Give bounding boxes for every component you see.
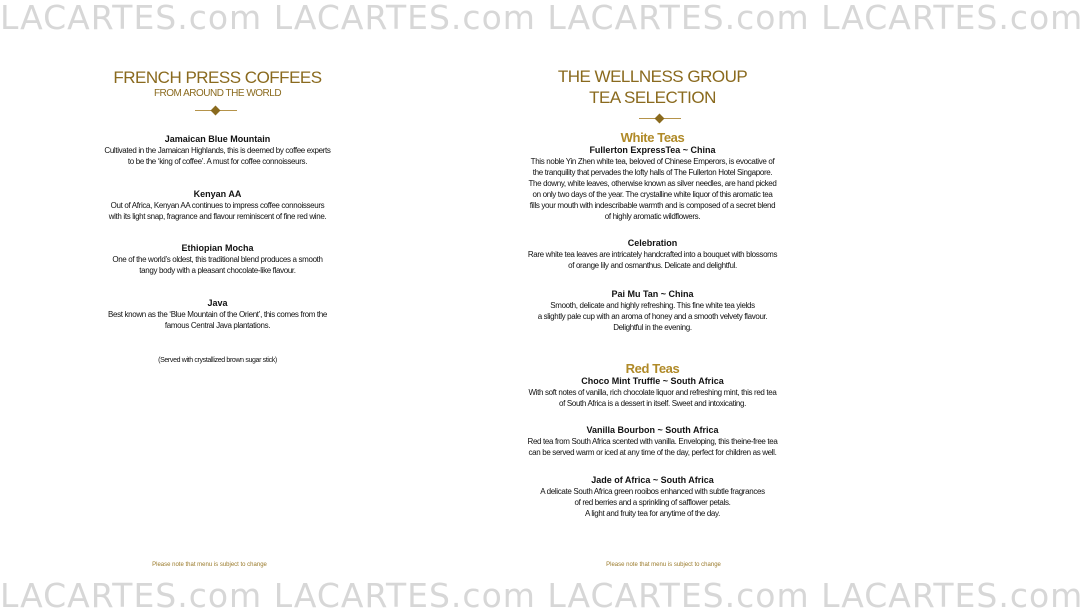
- menu-item: [435, 145, 870, 222]
- menu-item: [435, 475, 870, 519]
- menu-item: [0, 243, 435, 276]
- item-name: Vanilla Bourbon ~ South Africa: [586, 425, 719, 435]
- item-name: Pai Mu Tan ~ China: [611, 289, 694, 299]
- item-name: Fullerton ExpressTea ~ China: [589, 145, 716, 155]
- item-name: Kenyan AA: [193, 189, 242, 199]
- menu-item: [0, 189, 435, 222]
- menu-item: [435, 238, 870, 271]
- menu-item: [435, 376, 870, 409]
- tea-menu-page: [435, 0, 870, 614]
- footer-note: Please note that menu is subject to change: [606, 562, 721, 568]
- item-description: Out of Africa, Kenyan AA continues to impress coffee connoisseurs with its light snap, fragrance and flavour reminiscent of fine red wine.: [108, 201, 327, 221]
- item-name: Jamaican Blue Mountain: [164, 134, 271, 144]
- item-name: Celebration: [627, 238, 678, 248]
- item-name: Choco Mint Truffle ~ South Africa: [581, 376, 724, 386]
- red-teas-heading: Red Teas: [625, 361, 680, 376]
- item-name: Jade of Africa ~ South Africa: [591, 475, 714, 485]
- tea-subtitle: TEA SELECTION: [589, 88, 716, 107]
- item-description: Cultivated in the Jamaican Highlands, this is deemed by coffee experts to be the ‘king of coffee’. A must for coffee connoisseurs.: [104, 146, 331, 166]
- menu-item: [435, 425, 870, 458]
- ornament-divider-icon: [639, 114, 681, 122]
- item-description: Rare white tea leaves are intricately handcrafted into a bouquet with blossoms of orange lily and osmanthus. Delicate and delightful.: [527, 250, 778, 270]
- item-description: Best known as the ‘Blue Mountain of the Orient’, this comes from the famous Central Java plantations.: [108, 310, 327, 330]
- served-note: (Served with crystallized brown sugar stick): [158, 357, 277, 364]
- menu-item: [0, 134, 435, 167]
- menu-item: [0, 298, 435, 331]
- ornament-divider-icon: [195, 106, 237, 114]
- watermark-top: LACARTES.com LACARTES.com LACARTES.com LACARTES.com: [0, 0, 1083, 37]
- coffee-title: FRENCH PRESS COFFEES: [113, 68, 322, 87]
- tea-title: THE WELLNESS GROUP: [557, 67, 748, 86]
- coffee-menu-page: [0, 0, 435, 614]
- item-name: Java: [207, 298, 228, 308]
- item-description: Red tea from South Africa scented with vanilla. Enveloping, this theine-free tea can be served warm or iced at any time of the day, perfect for children as well.: [527, 437, 778, 457]
- item-description: This noble Yin Zhen white tea, beloved of Chinese Emperors, is evocative of the tranquility that pervades the lofty halls of The Fullerton Hotel Singapore. The downy, white leaves, otherwise known as silver needles, are hand picked on only two days of the year. The crystalline white liquor of this aromatic tea fills your mouth with indescribable warmth and is composed of a secret blend of highly aromatic wildflowers.: [528, 157, 777, 221]
- footer-note: Please note that menu is subject to change: [152, 562, 267, 568]
- item-description: A delicate South Africa green rooibos enhanced with subtle fragrances of red berries and a sprinkling of safflower petals. A light and fruity tea for anytime of the day.: [540, 487, 765, 518]
- coffee-subtitle: FROM AROUND THE WORLD: [153, 88, 282, 99]
- item-description: With soft notes of vanilla, rich chocolate liquor and refreshing mint, this red tea of South Africa is a dessert in itself. Sweet and intoxicating.: [528, 388, 777, 408]
- watermark-bottom: LACARTES.com LACARTES.com LACARTES.com LACARTES.com: [0, 576, 1083, 615]
- item-description: One of the world’s oldest, this traditional blend produces a smooth tangy body with a pleasant chocolate-like flavour.: [112, 255, 323, 275]
- white-teas-heading: White Teas: [620, 130, 685, 145]
- menu-item: [435, 289, 870, 333]
- item-description: Smooth, delicate and highly refreshing. This fine white tea yields a slightly pale cup with an aroma of honey and a smooth velvety flavour. Delightful in the evening.: [537, 301, 768, 332]
- item-name: Ethiopian Mocha: [181, 243, 254, 253]
